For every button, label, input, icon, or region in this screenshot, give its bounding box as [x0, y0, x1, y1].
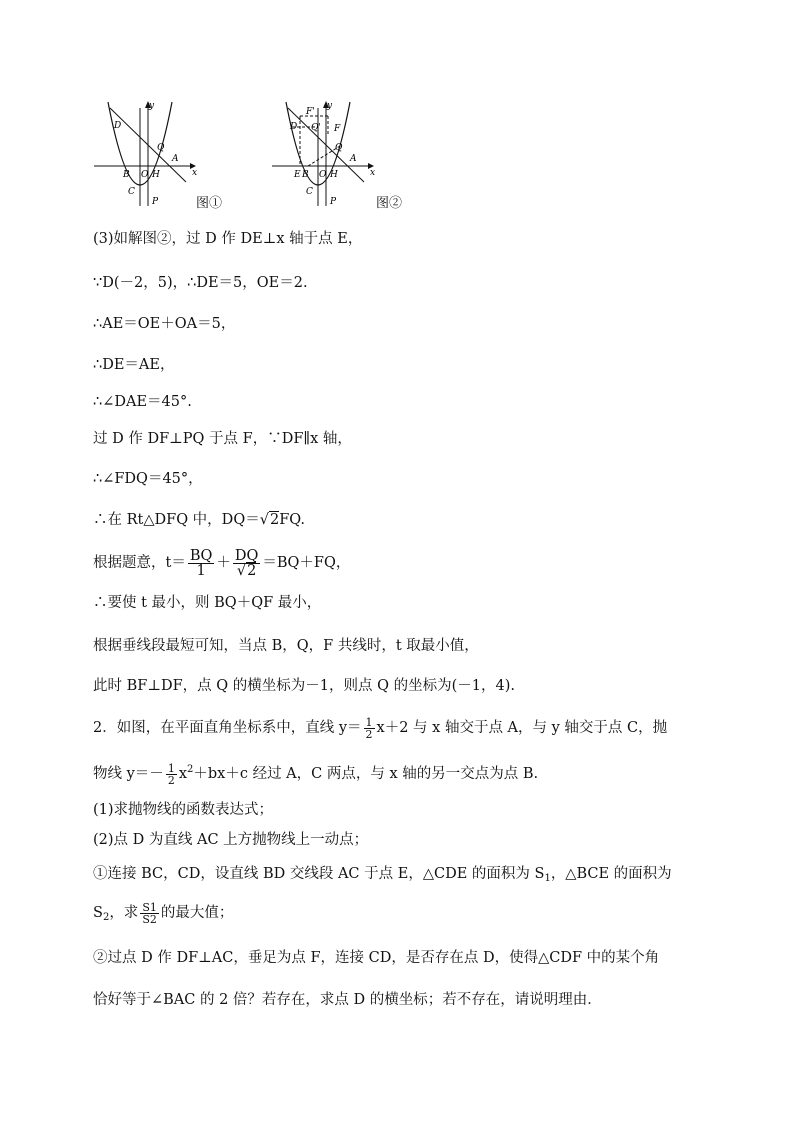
fig2-x-label: x: [370, 168, 376, 178]
fig1-point-O: O: [141, 170, 149, 180]
fig2-point-B: B: [302, 170, 309, 180]
fig1-point-H: H: [152, 170, 160, 180]
question-2-part-2-line-1: ②过点 D 作 DF⊥AC，垂足为点 F，连接 CD，是否存在点 D，使得△CDF 中的某个角: [93, 950, 660, 966]
line9-text-a: 根据题意，t＝: [93, 555, 186, 571]
q3-text-b: ，△BCE 的面积为: [550, 866, 672, 882]
figure-1-label: 图①: [196, 196, 223, 211]
fig2-point-C: C: [306, 187, 313, 197]
fig2-point-E: E: [294, 170, 301, 180]
fig1-point-A: A: [172, 154, 179, 164]
fraction-denominator: S2: [142, 912, 157, 926]
figure-2: [268, 98, 388, 210]
line8-sqrt-value: 2: [269, 512, 280, 528]
question-2: (2)点 D 为直线 AC 上方抛物线上一动点；: [93, 832, 369, 848]
question-2-part-1-line-1: [93, 864, 672, 889]
fraction-one-half: [166, 763, 177, 786]
fraction-denominator: 2: [167, 773, 175, 787]
solution-line-12: 此时 BF⊥DF，点 Q 的横坐标为－1，则点 Q 的坐标为(－1，4).: [93, 678, 515, 694]
solution-line-3: ∴AE＝OE＋OA＝5，: [93, 316, 236, 332]
fig2-point-D: D: [290, 122, 298, 132]
solution-line-1: (3)如解图②，过 D 作 DE⊥x 轴于点 E，: [93, 231, 363, 247]
fig2-point-Q-prime: Q': [311, 123, 321, 133]
question-1: (1)求抛物线的函数表达式；: [93, 802, 274, 818]
fraction-s1-over-s2: [140, 902, 159, 925]
exponent: 2: [187, 764, 194, 775]
p2-line2-c: ＋bx＋c 经过 A，C 两点，与 x 轴的另一交点为点 B.: [193, 766, 539, 782]
subscript: 1: [544, 873, 551, 884]
fig2-point-P: P: [330, 197, 337, 207]
fig2-point-F: F: [334, 124, 341, 134]
fraction-numerator: 1: [167, 761, 175, 775]
fig1-y-label: y: [149, 101, 155, 111]
solution-line-10: ∴要使 t 最小，则 BQ＋QF 最小，: [93, 595, 322, 611]
solution-line-4: ∴DE＝AE，: [93, 357, 175, 373]
problem2-line-1: [93, 711, 667, 745]
figure-2-graph: [268, 98, 388, 210]
fraction-numerator: S1: [142, 900, 157, 914]
fig2-point-H: H: [330, 170, 338, 180]
fraction-bq-over-1: [188, 549, 215, 578]
solution-line-9: [93, 546, 350, 580]
q4-text-a: S: [93, 905, 103, 921]
fraction-dq-over-sqrt2: [233, 549, 261, 578]
fraction-numerator: BQ: [189, 547, 213, 564]
sqrt-sign: √: [259, 512, 269, 528]
fig1-point-D: D: [114, 121, 122, 131]
question-2-part-2-line-2: 恰好等于∠BAC 的 2 倍？若存在，求点 D 的横坐标；若不存在，请说明理由．: [93, 992, 602, 1008]
sqrt-value: 2: [247, 562, 257, 579]
fig1-point-C: C: [128, 187, 135, 197]
fraction-denominator: 2: [365, 727, 373, 741]
fig2-point-Q: Q: [335, 143, 343, 153]
fraction-one-half: [364, 717, 375, 740]
figure-1: [90, 98, 210, 210]
fraction-numerator: DQ: [234, 547, 259, 564]
line8-text-a: ∴在 Rt△DFQ 中，DQ＝: [93, 512, 260, 528]
fig2-point-F-prime: F': [306, 107, 315, 117]
fraction-numerator: 1: [365, 715, 373, 729]
q3-text-a: ①连接 BC，CD，设直线 BD 交线段 AC 于点 E，△CDE 的面积为 S: [93, 866, 545, 882]
question-2-part-1-line-2: [93, 896, 233, 935]
figure-2-label: 图②: [376, 196, 403, 211]
solution-line-6: 过 D 作 DF⊥PQ 于点 F，∵DF∥x 轴，: [93, 431, 352, 447]
p2-line1-a: 2．如图，在平面直角坐标系中，直线 y＝: [93, 720, 362, 736]
plus-sign: ＋: [216, 555, 231, 571]
solution-line-11: 根据垂线段最短可知，当点 B，Q，F 共线时，t 取最小值，: [93, 638, 479, 654]
fig2-point-O: O: [319, 170, 327, 180]
solution-line-2: ∵D(－2，5)，∴DE＝5，OE＝2.: [93, 275, 308, 291]
q4-text-c: 的最大值；: [160, 905, 234, 921]
p2-line2-a: 物线 y＝－: [93, 766, 164, 782]
subscript: 2: [102, 912, 110, 923]
fig1-point-P: P: [152, 197, 159, 207]
fig1-point-Q: Q: [157, 143, 165, 153]
fig1-x-label: x: [192, 168, 198, 178]
q4-text-b: ，求: [109, 905, 139, 921]
fig2-y-label: y: [327, 101, 333, 111]
solution-line-8: [93, 510, 305, 530]
p2-line2-x: x: [178, 766, 187, 782]
line8-text-b: FQ.: [279, 512, 306, 528]
figure-1-graph: [90, 98, 210, 210]
p2-line1-b: x＋2 与 x 轴交于点 A，与 y 轴交于点 C，抛: [376, 720, 668, 736]
line9-text-b: ＝BQ＋FQ，: [262, 555, 351, 571]
solution-line-5: ∴∠DAE＝45°.: [93, 394, 192, 410]
fraction-denominator: √2: [236, 562, 257, 579]
solution-line-7: ∴∠FDQ＝45°，: [93, 471, 203, 487]
fig2-point-A: A: [350, 154, 357, 164]
fraction-denominator: 1: [196, 562, 206, 579]
fig1-point-B: B: [123, 170, 130, 180]
problem2-line-2: [93, 753, 538, 791]
